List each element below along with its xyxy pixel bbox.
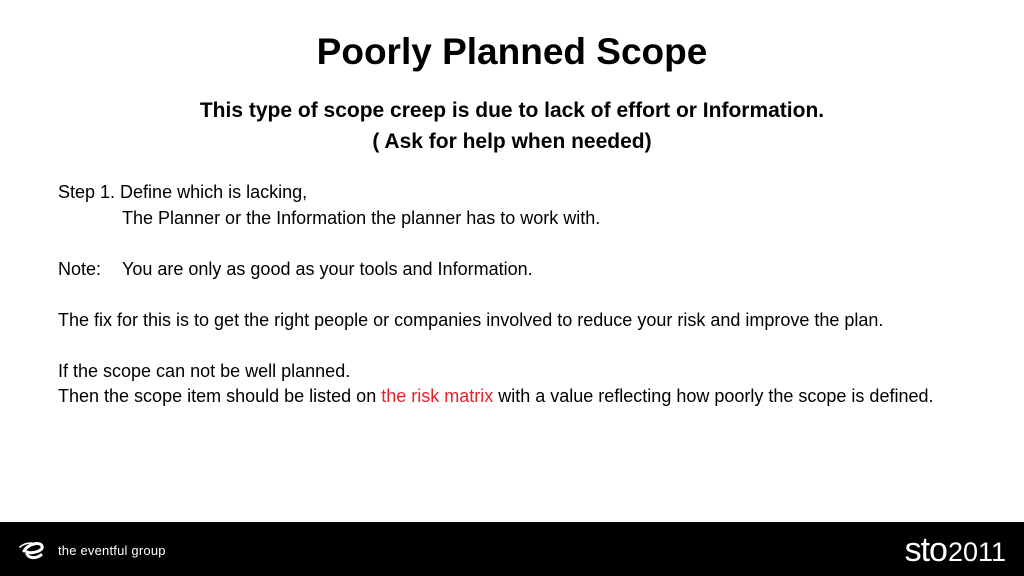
- slide-body: [58, 180, 978, 410]
- eventful-e-logo-icon: [18, 538, 52, 562]
- note-label: Note:: [58, 258, 102, 279]
- year-wordmark: 2011: [947, 537, 1006, 567]
- scope-line-1: If the scope can not be well planned.: [58, 360, 351, 381]
- scope-line-2: [58, 384, 978, 410]
- eventful-group-name: the eventful group: [58, 542, 166, 558]
- note-text: You are only as good as your tools and Information.: [122, 258, 533, 279]
- subtitle-line-2: ( Ask for help when needed): [372, 130, 652, 153]
- slide-subtitle: [0, 95, 1024, 157]
- note: [58, 257, 978, 283]
- sto-wordmark: sto: [904, 531, 947, 569]
- sto-2011-logo: [905, 530, 1006, 570]
- step-1: Step 1. Define which is lacking,: [58, 182, 308, 202]
- footer-bar: [0, 522, 1024, 576]
- fix-text: The fix for this is to get the right people or companies involved to reduce your risk and improve the plan.: [58, 309, 884, 330]
- slide-title: Poorly Planned Scope: [316, 31, 708, 72]
- scope-line-2-end: with a value reflecting how poorly the scope is defined.: [493, 386, 934, 406]
- risk-matrix-link[interactable]: the risk matrix: [381, 386, 494, 406]
- eventful-group-logo: [18, 538, 166, 562]
- subtitle-line-1: This type of scope creep is due to lack of effort or Information.: [199, 99, 825, 122]
- step-1-detail: The Planner or the Information the planner has to work with.: [122, 207, 601, 228]
- scope-line-2-start: Then the scope item should be listed on: [58, 386, 382, 406]
